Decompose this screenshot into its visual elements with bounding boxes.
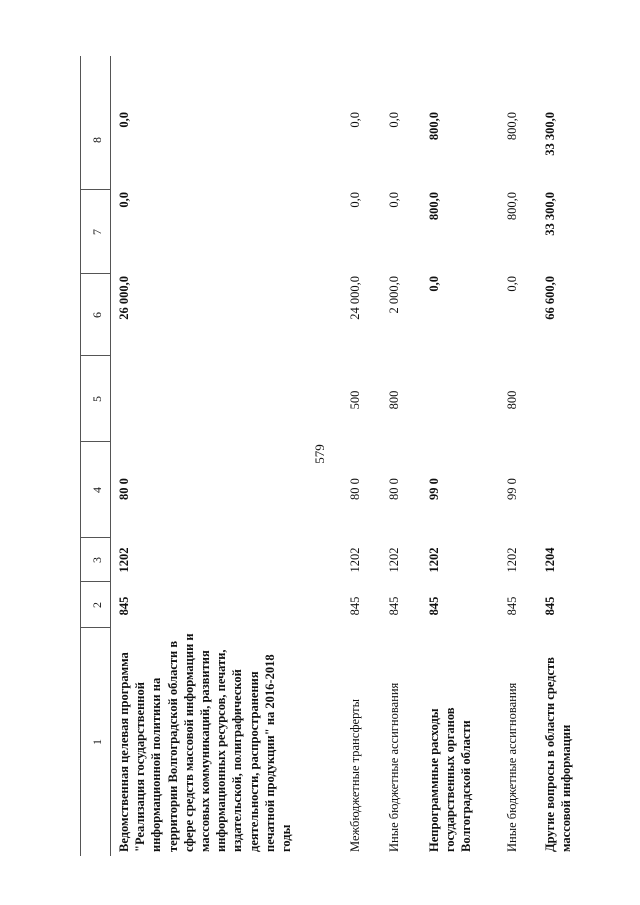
row-4-col-8: 800,0 xyxy=(505,112,519,141)
row-2-name: Иные бюджетные ассигнования xyxy=(387,682,401,852)
row-5-col-3: 1204 xyxy=(543,547,557,573)
row-1-col-4: 80 0 xyxy=(348,478,362,500)
row-2-col-6: 2 000,0 xyxy=(387,276,401,314)
row-1-col-6: 24 000,0 xyxy=(348,276,362,320)
header-col-5: 5 xyxy=(90,396,104,402)
row-5-col-6: 66 600,0 xyxy=(543,276,557,320)
row-2-col-7: 0,0 xyxy=(387,192,401,208)
row-1-col-5: 500 xyxy=(348,390,362,410)
row-2-col-3: 1202 xyxy=(387,547,401,573)
row-0-col-8: 0,0 xyxy=(117,112,131,128)
page-number: 579 xyxy=(312,444,327,464)
row-1-col-7: 0,0 xyxy=(348,192,362,208)
row-2-col-2: 845 xyxy=(387,596,401,616)
header-col-1: 1 xyxy=(90,739,104,745)
header-col-3: 3 xyxy=(90,557,104,563)
row-4-col-4: 99 0 xyxy=(505,478,519,500)
row-0-col-3: 1202 xyxy=(117,547,131,573)
row-0-col-7: 0,0 xyxy=(117,192,131,208)
header-bottom-border xyxy=(110,56,111,856)
row-4-name: Иные бюджетные ассигнования xyxy=(505,682,519,852)
row-3-col-4: 99 0 xyxy=(427,478,441,500)
row-3-name: Непрограммные расходы государственных органов Волгоградской области xyxy=(427,707,474,852)
row-5-col-8: 33 300,0 xyxy=(543,112,557,156)
row-0-col-4: 80 0 xyxy=(117,478,131,500)
row-3-col-6: 0,0 xyxy=(427,276,441,292)
budget-table xyxy=(80,56,580,856)
budget-table-rotated xyxy=(80,56,580,856)
row-1-name: Межбюджетные трансферты xyxy=(348,698,362,852)
row-4-col-2: 845 xyxy=(505,596,519,616)
row-5-col-7: 33 300,0 xyxy=(543,192,557,236)
header-col-2: 2 xyxy=(90,602,104,608)
row-2-col-5: 800 xyxy=(387,390,401,410)
row-0-col-6: 26 000,0 xyxy=(117,276,131,320)
row-1-col-3: 1202 xyxy=(348,547,362,573)
row-0-col-2: 845 xyxy=(117,596,131,616)
header-col-8: 8 xyxy=(90,137,104,143)
header-col-7: 7 xyxy=(90,229,104,235)
header-col-4: 4 xyxy=(90,487,104,493)
row-1-col-2: 845 xyxy=(348,596,362,616)
row-5-name: Другие вопросы в области средств массовой информации xyxy=(543,657,574,852)
row-3-col-2: 845 xyxy=(427,596,441,616)
header-col-6: 6 xyxy=(90,312,104,318)
row-4-col-3: 1202 xyxy=(505,547,519,573)
row-4-col-7: 800,0 xyxy=(505,192,519,221)
row-4-col-6: 0,0 xyxy=(505,276,519,292)
row-4-col-5: 800 xyxy=(505,390,519,410)
row-3-col-8: 800,0 xyxy=(427,112,441,141)
row-5-col-2: 845 xyxy=(543,596,557,616)
row-2-col-8: 0,0 xyxy=(387,112,401,128)
row-2-col-4: 80 0 xyxy=(387,478,401,500)
table-top-border xyxy=(80,56,81,856)
row-3-col-7: 800,0 xyxy=(427,192,441,221)
row-3-col-3: 1202 xyxy=(427,547,441,573)
row-1-col-8: 0,0 xyxy=(348,112,362,128)
row-0-name: Ведомственная целевая программа "Реализация государственной информационной политики на территории Волгоградской области в сфере средств массовой информации и массовых коммуникаций, развития информационных ресурсов, печати, издательской, полиграфической деятельности, распространения печатной продукции" на 2016-2018 годы xyxy=(117,633,294,852)
